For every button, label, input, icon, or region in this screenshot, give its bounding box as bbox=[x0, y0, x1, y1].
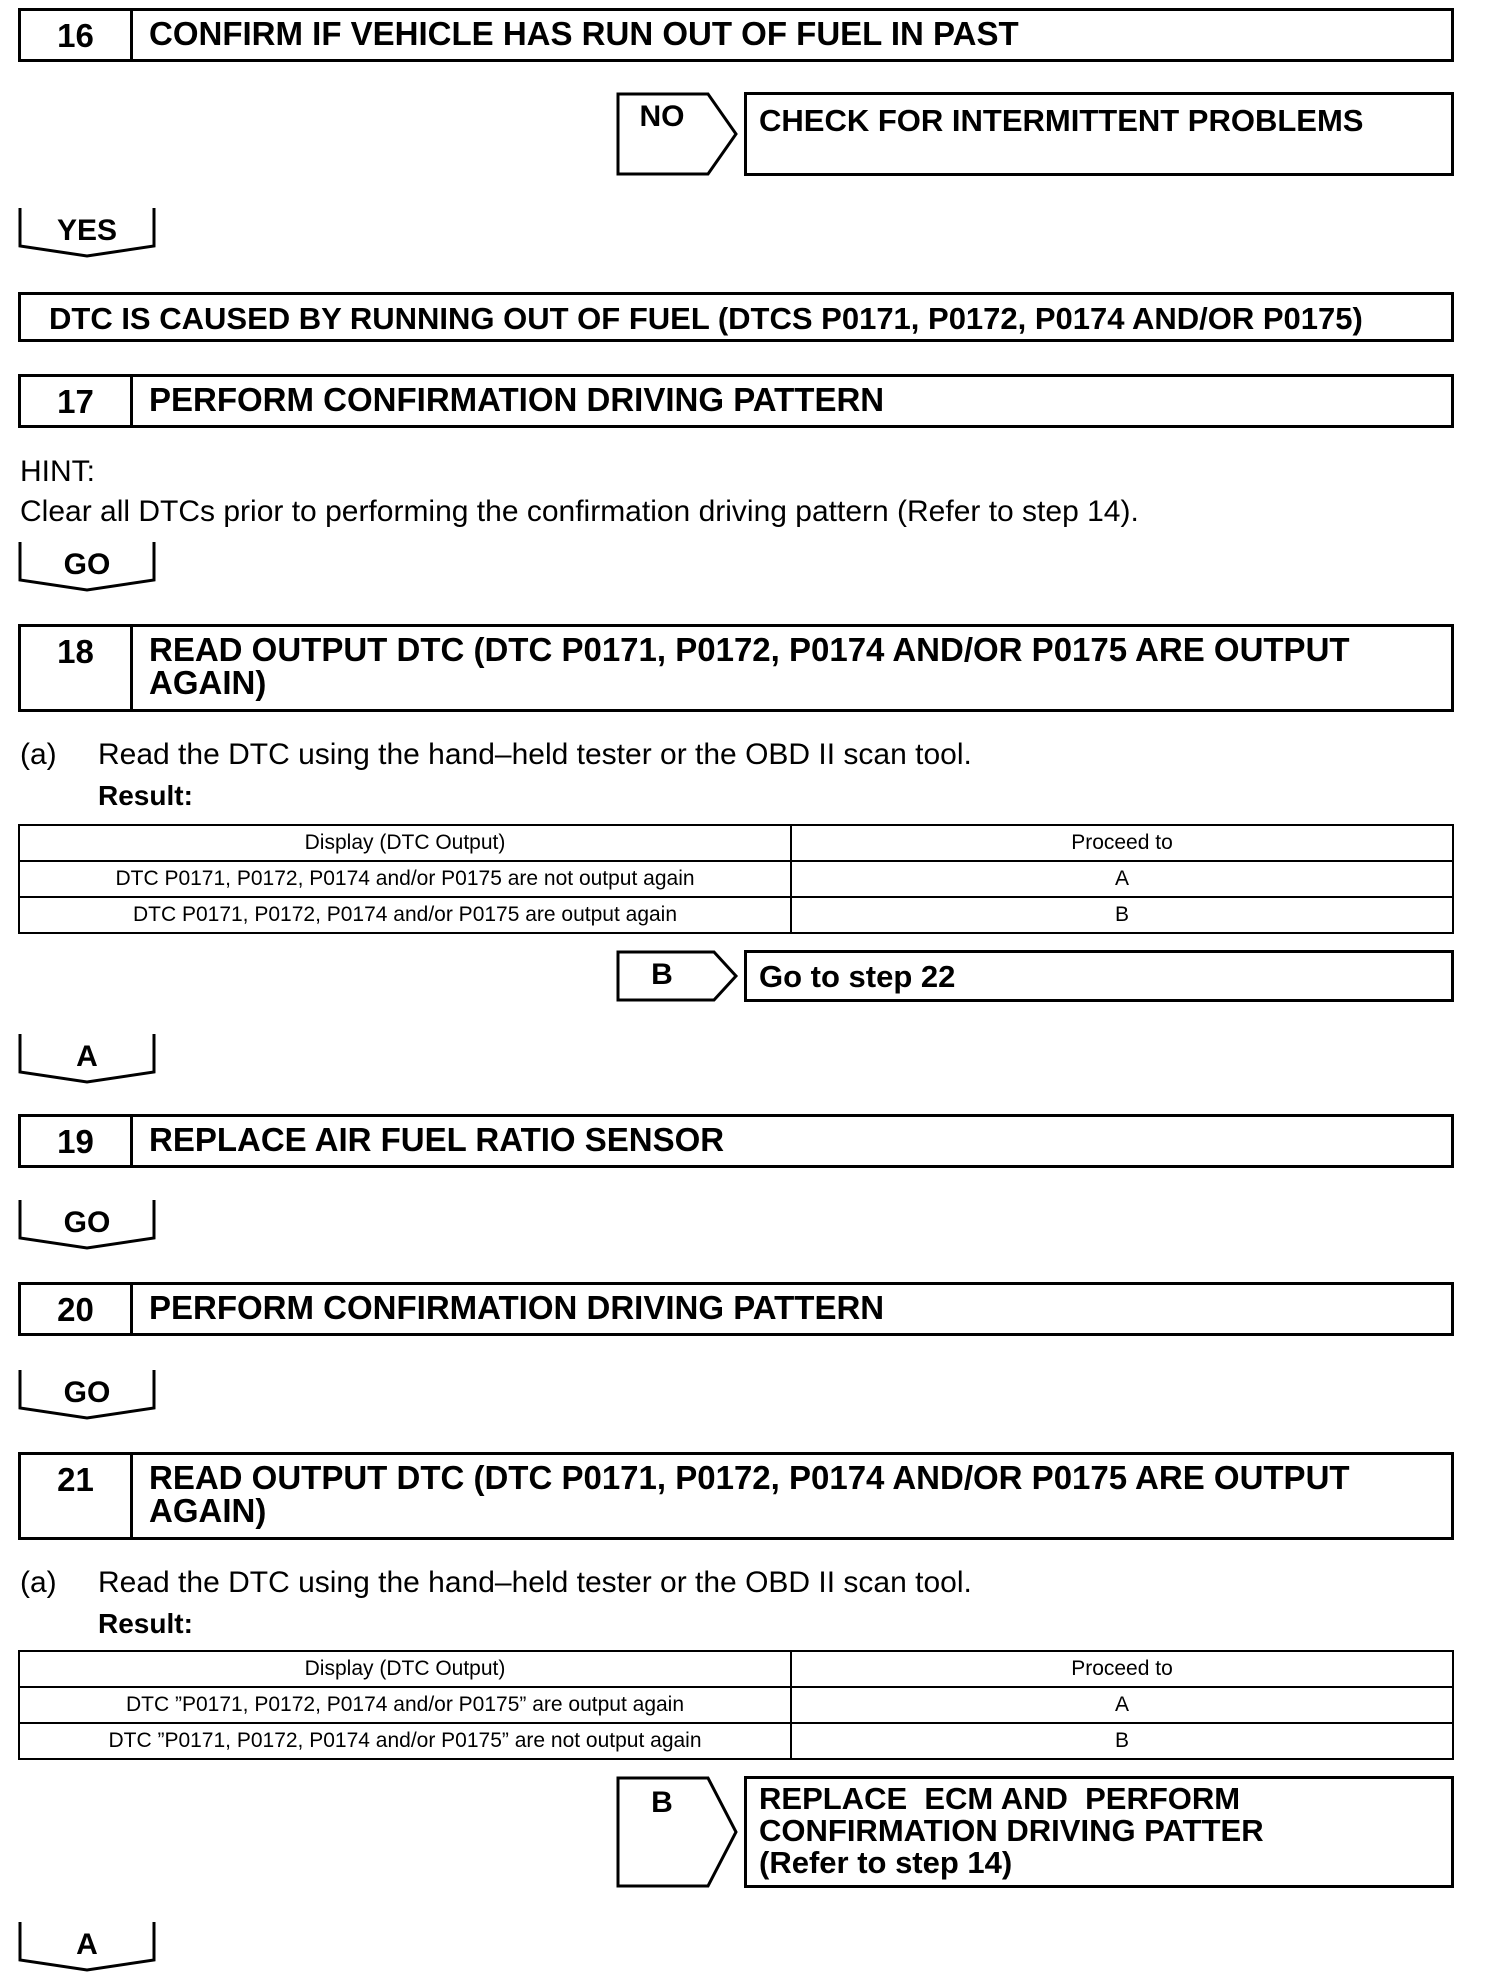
b-branch-target bbox=[744, 950, 1454, 1002]
step-number: 17 bbox=[21, 377, 133, 425]
step-17-header bbox=[18, 374, 1454, 428]
step-title: CONFIRM IF VEHICLE HAS RUN OUT OF FUEL IN PAST bbox=[149, 15, 1019, 52]
b-branch-arrow bbox=[616, 1776, 740, 1888]
a-label: A bbox=[76, 1928, 98, 1961]
table-cell: B bbox=[791, 1723, 1453, 1759]
yes-tag bbox=[18, 206, 156, 258]
result-table-2 bbox=[18, 1650, 1454, 1760]
table-cell: DTC P0171, P0172, P0174 and/or P0175 are not output again bbox=[19, 861, 791, 897]
step-20-header bbox=[18, 1282, 1454, 1336]
branch-label: B bbox=[651, 1786, 673, 1819]
branch-label: B bbox=[651, 958, 673, 991]
go-tag bbox=[18, 540, 156, 592]
hint-label: HINT: bbox=[20, 455, 95, 488]
table-cell: DTC ”P0171, P0172, P0174 and/or P0175” are output again bbox=[19, 1687, 791, 1723]
instruction-text: Read the DTC using the hand–held tester or the OBD II scan tool. bbox=[98, 1566, 972, 1599]
table-row bbox=[19, 861, 1453, 897]
go-label: GO bbox=[63, 1376, 111, 1409]
table-header-row bbox=[19, 1651, 1453, 1687]
result-label: Result: bbox=[98, 1608, 193, 1639]
table-cell: B bbox=[791, 897, 1453, 933]
step-number: 19 bbox=[21, 1117, 133, 1165]
table-cell: A bbox=[791, 861, 1453, 897]
no-branch-arrow bbox=[616, 92, 740, 176]
b-branch-arrow bbox=[616, 950, 740, 1002]
go-label: GO bbox=[63, 1206, 111, 1239]
table-cell: DTC ”P0171, P0172, P0174 and/or P0175” are not output again bbox=[19, 1723, 791, 1759]
step-number: 20 bbox=[21, 1285, 133, 1333]
table-header-cell: Proceed to bbox=[791, 825, 1453, 861]
table-header-cell: Display (DTC Output) bbox=[19, 825, 791, 861]
step-title: PERFORM CONFIRMATION DRIVING PATTERN bbox=[149, 1289, 885, 1326]
go-tag bbox=[18, 1198, 156, 1250]
branch-target-line1: REPLACE ECM AND PERFORM bbox=[759, 1781, 1241, 1816]
step-title-line1: READ OUTPUT DTC (DTC P0171, P0172, P0174 AND/OR P0175 ARE OUTPUT bbox=[149, 631, 1350, 668]
step-title: PERFORM CONFIRMATION DRIVING PATTERN bbox=[149, 381, 885, 418]
step-16-header bbox=[18, 8, 1454, 62]
table-cell: DTC P0171, P0172, P0174 and/or P0175 are output again bbox=[19, 897, 791, 933]
step-18-header bbox=[18, 624, 1454, 712]
go-tag bbox=[18, 1368, 156, 1420]
branch-target-line2: CONFIRMATION DRIVING PATTER bbox=[759, 1813, 1264, 1848]
instruction-marker: (a) bbox=[20, 738, 57, 771]
step-title-line2: AGAIN) bbox=[149, 1492, 267, 1529]
step-number: 16 bbox=[21, 11, 133, 59]
a-tag bbox=[18, 1920, 156, 1972]
dtc-cause-text: DTC IS CAUSED BY RUNNING OUT OF FUEL (DTCS P0171, P0172, P0174 AND/OR P0175) bbox=[49, 301, 1363, 336]
step-title-line1: READ OUTPUT DTC (DTC P0171, P0172, P0174 AND/OR P0175 ARE OUTPUT bbox=[149, 1459, 1350, 1496]
a-tag bbox=[18, 1032, 156, 1084]
table-header-cell: Display (DTC Output) bbox=[19, 1651, 791, 1687]
step-number: 18 bbox=[21, 627, 133, 709]
branch-target-text: CHECK FOR INTERMITTENT PROBLEMS bbox=[759, 103, 1364, 138]
table-row bbox=[19, 1687, 1453, 1723]
b-branch-target bbox=[744, 1776, 1454, 1888]
no-branch-target bbox=[744, 92, 1454, 176]
table-header-cell: Proceed to bbox=[791, 1651, 1453, 1687]
branch-target-text: Go to step 22 bbox=[759, 959, 956, 994]
a-label: A bbox=[76, 1040, 98, 1073]
table-cell: A bbox=[791, 1687, 1453, 1723]
yes-label: YES bbox=[56, 214, 118, 247]
table-header-row bbox=[19, 825, 1453, 861]
step-21-header bbox=[18, 1452, 1454, 1540]
dtc-cause-banner bbox=[18, 292, 1454, 342]
result-table-1 bbox=[18, 824, 1454, 934]
step-19-header bbox=[18, 1114, 1454, 1168]
step-title: REPLACE AIR FUEL RATIO SENSOR bbox=[149, 1121, 725, 1158]
go-label: GO bbox=[63, 548, 111, 581]
branch-label: NO bbox=[639, 100, 685, 133]
instruction-marker: (a) bbox=[20, 1566, 57, 1599]
step-title bbox=[149, 1461, 1441, 1527]
branch-target-line3: (Refer to step 14) bbox=[759, 1845, 1013, 1880]
table-row bbox=[19, 897, 1453, 933]
table-row bbox=[19, 1723, 1453, 1759]
instruction-text: Read the DTC using the hand–held tester or the OBD II scan tool. bbox=[98, 738, 972, 771]
hint-text: Clear all DTCs prior to performing the confirmation driving pattern (Refer to step 14). bbox=[20, 495, 1139, 528]
step-title bbox=[149, 633, 1441, 699]
step-number: 21 bbox=[21, 1455, 133, 1537]
step-title-line2: AGAIN) bbox=[149, 664, 267, 701]
result-label: Result: bbox=[98, 780, 193, 811]
